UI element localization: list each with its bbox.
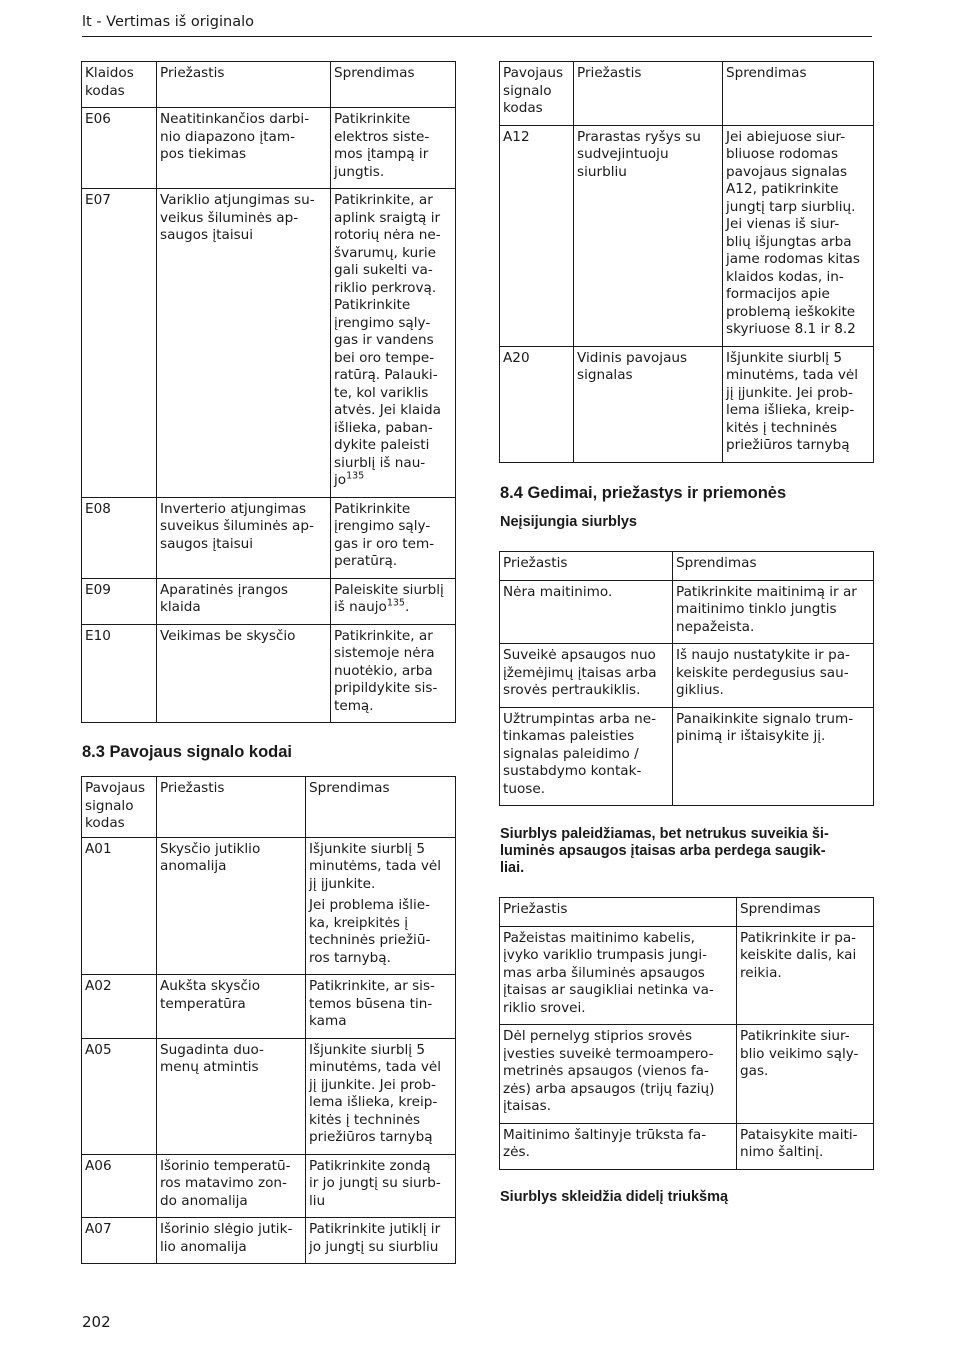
column-header-code: Klaidos kodas	[82, 62, 157, 108]
fault-cause: Pažeistas maitinimo kabelis, įvyko variklio trumpasis jungi- mas arba šiluminės apsaugos įtaisas ar saugikliai netinka va- riklio srovei.	[500, 926, 737, 1025]
alarm-solution: Išjunkite siurblį 5 minutėms, tada vėl jį įjunkite. Jei prob- lema išlieka, kreip- kitės į techninės priežiūros tarnybą	[723, 346, 874, 462]
alarm-solution: Jei abiejuose siur- bliuose rodomas pavojaus signalas A12, patikrinkite jungtį tarp siurblių. Jei vienas iš siur- blių išjungtas arba jame rodomas kitas klaidos kodas, in- formacijos apie problemą ieškokite skyriuose 8.1 ir 8.2	[723, 125, 874, 346]
error-cause: Aparatinės įrangos klaida	[157, 578, 331, 624]
solution-suffix: .	[404, 599, 410, 615]
column-header-cause: Priežastis	[574, 62, 723, 126]
subsection-pump-not-starting: Neįsijungia siurblys	[500, 514, 637, 530]
error-code: E09	[82, 578, 157, 624]
table-header-row	[500, 898, 874, 927]
alarm-code: A12	[500, 125, 574, 346]
section-8-4-title: 8.4 Gedimai, priežastys ir priemonės	[500, 484, 787, 502]
section-8-3-title: 8.3 Pavojaus signalo kodai	[82, 743, 292, 761]
troubleshooting-table-2	[499, 897, 874, 1170]
fault-cause: Dėl pernelyg stiprios srovės įvesties suveikė termoampero- metrinės apsaugos (vienos fa- zės) arba apsaugos (trijų fazių) įtaisas.	[500, 1025, 737, 1124]
table-row	[500, 1123, 874, 1169]
table-row	[500, 644, 874, 708]
fault-cause: Užtrumpintas arba ne- tinkamas paleisties signalas paleidimo / sustabdymo kontak- tuose.	[500, 707, 673, 806]
error-code: E07	[82, 189, 157, 498]
alarm-cause: Vidinis pavojaus signalas	[574, 346, 723, 462]
alarm-code: A20	[500, 346, 574, 462]
page-header: lt - Vertimas iš originalo	[82, 14, 872, 37]
fault-solution: Iš naujo nustatykite ir pa- keiskite perdegusius sau- giklius.	[673, 644, 874, 708]
troubleshooting-table-1	[499, 551, 874, 806]
alarm-solution: Patikrinkite, ar sis- temos būsena tin- kama	[306, 975, 456, 1039]
column-header-solution: Sprendimas	[306, 777, 456, 838]
alarm-codes-table-continued	[499, 61, 874, 463]
alarm-cause: Išorinio slėgio jutik- lio anomalija	[157, 1218, 306, 1264]
error-cause: Veikimas be skysčio	[157, 624, 331, 723]
alarm-cause: Prarastas ryšys su sudvejintuoju siurbliu	[574, 125, 723, 346]
table-row	[82, 497, 456, 578]
column-header-code: Pavojaus signalo kodas	[82, 777, 157, 838]
error-cause: Variklio atjungimas su- veikus šiluminės ap- saugos įtaisui	[157, 189, 331, 498]
table-row	[82, 578, 456, 624]
solution-text-extra: Jei problema išlie- ka, kreipkitės į techninės priežiū- ros tarnybą.	[309, 897, 431, 966]
table-header-row	[500, 62, 874, 126]
alarm-code: A07	[82, 1218, 157, 1264]
fault-solution: Panaikinkite signalo trum- pinimą ir ištaisykite jį.	[673, 707, 874, 806]
fault-solution: Patikrinkite maitinimą ir ar maitinimo tinklo jungtis nepažeista.	[673, 580, 874, 644]
error-cause: Inverterio atjungimas suveikus šiluminės ap- saugos įtaisui	[157, 497, 331, 578]
table-row	[500, 1025, 874, 1124]
alarm-code: A05	[82, 1038, 157, 1154]
alarm-code: A06	[82, 1154, 157, 1218]
fault-solution: Patikrinkite siur- blio veikimo sąly- gas.	[737, 1025, 874, 1124]
fault-cause: Nėra maitinimo.	[500, 580, 673, 644]
error-solution: Patikrinkite įrengimo sąly- gas ir oro tem- peratūrą.	[331, 497, 456, 578]
alarm-solution: Patikrinkite zondą ir jo jungtį su siurb- liu	[306, 1154, 456, 1218]
error-solution	[331, 189, 456, 498]
fault-cause: Maitinimo šaltinyje trūksta fa- zės.	[500, 1123, 737, 1169]
error-solution: Patikrinkite, ar sistemoje nėra nuotėkio, arba pripildykite sis- temą.	[331, 624, 456, 723]
table-row	[82, 1154, 456, 1218]
footnote-ref: 135	[346, 470, 365, 482]
error-code: E10	[82, 624, 157, 723]
error-solution: Patikrinkite elektros siste- mos įtampą ir jungtis.	[331, 108, 456, 189]
alarm-cause: Išorinio temperatū- ros matavimo zon- do anomalija	[157, 1154, 306, 1218]
alarm-code: A01	[82, 837, 157, 975]
fault-cause: Suveikė apsaugos nuo įžemėjimų įtaisas arba srovės pertraukiklis.	[500, 644, 673, 708]
column-header-solution: Sprendimas	[673, 552, 874, 581]
alarm-solution: Išjunkite siurblį 5 minutėms, tada vėl jį įjunkite. Jei prob- lema išlieka, kreip- kitės į techninės priežiūros tarnybą	[306, 1038, 456, 1154]
solution-text: Išjunkite siurblį 5 minutėms, tada vėl jį įjunkite.	[309, 840, 442, 892]
subsection-pump-noise: Siurblys skleidžia didelį triukšmą	[500, 1189, 729, 1205]
table-row	[82, 624, 456, 723]
fault-solution: Pataisykite maiti- nimo šaltinį.	[737, 1123, 874, 1169]
column-header-code: Pavojaus signalo kodas	[500, 62, 574, 126]
table-row	[82, 108, 456, 189]
alarm-solution	[306, 837, 456, 975]
table-row	[500, 346, 874, 462]
table-row	[500, 707, 874, 806]
error-code: E08	[82, 497, 157, 578]
table-row	[500, 580, 874, 644]
subsection-thermal-protection-trips: Siurblys paleidžiamas, bet netrukus suveikia ši- luminės apsaugos įtaisas arba perdega saugik- liai.	[500, 826, 829, 876]
column-header-cause: Priežastis	[157, 777, 306, 838]
alarm-solution: Patikrinkite jutiklį ir jo jungtį su siurbliu	[306, 1218, 456, 1264]
alarm-cause: Aukšta skysčio temperatūra	[157, 975, 306, 1039]
alarm-cause: Sugadinta duo- menų atmintis	[157, 1038, 306, 1154]
error-code: E06	[82, 108, 157, 189]
fault-solution: Patikrinkite ir pa- keiskite dalis, kai reikia.	[737, 926, 874, 1025]
solution-text: Paleiskite siurblį iš naujo	[334, 581, 444, 615]
column-header-solution: Sprendimas	[723, 62, 874, 126]
table-header-row	[82, 777, 456, 838]
alarm-cause: Skysčio jutiklio anomalija	[157, 837, 306, 975]
column-header-cause: Priežastis	[157, 62, 331, 108]
table-row	[500, 125, 874, 346]
page-number: 202	[82, 1313, 111, 1331]
table-row	[500, 926, 874, 1025]
footnote-ref: 135	[386, 597, 405, 609]
table-row	[82, 1218, 456, 1264]
table-header-row	[82, 62, 456, 108]
alarm-codes-table	[81, 776, 456, 1264]
column-header-cause: Priežastis	[500, 898, 737, 927]
table-row	[82, 189, 456, 498]
table-row	[82, 837, 456, 975]
table-header-row	[500, 552, 874, 581]
error-solution	[331, 578, 456, 624]
error-codes-table	[81, 61, 456, 723]
error-cause: Neatitinkančios darbi- nio diapazono įtam- pos tiekimas	[157, 108, 331, 189]
table-row	[82, 1038, 456, 1154]
alarm-code: A02	[82, 975, 157, 1039]
solution-text: Patikrinkite, ar aplink sraigtą ir rotorių nėra ne- švarumų, kurie gali sukelti va- riklio perkrovą. Patikrinkite įrengimo sąly- gas ir vandens bei oro tempe- ratūrą. Palauki- te, kol variklis atvės. Jei klaida išlieka, paban- dykite paleisti siurblį iš nau- jo	[334, 192, 441, 488]
table-row	[82, 975, 456, 1039]
column-header-solution: Sprendimas	[737, 898, 874, 927]
column-header-solution: Sprendimas	[331, 62, 456, 108]
column-header-cause: Priežastis	[500, 552, 673, 581]
